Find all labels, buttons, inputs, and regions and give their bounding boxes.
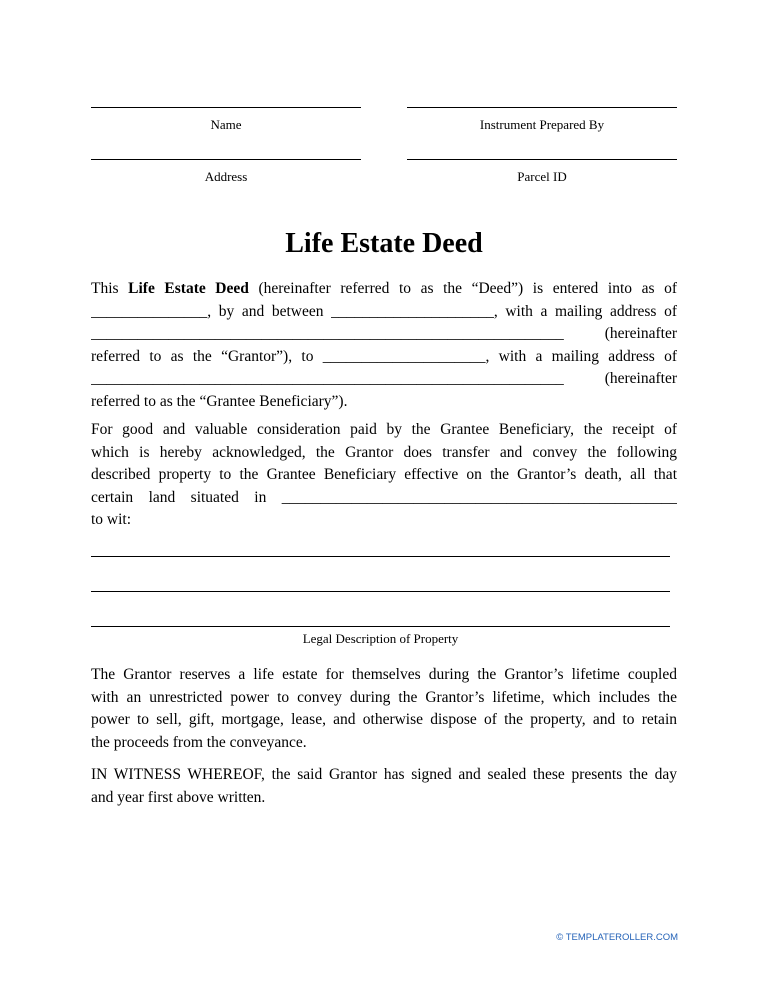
parcel-id-label: Parcel ID — [517, 169, 567, 184]
consideration-line-3: described property to the Grantee Beneficiary effective on the Grantor’s death, all that — [91, 466, 677, 484]
address-label: Address — [204, 169, 248, 184]
witness-line-1: IN WITNESS WHEREOF, the said Grantor has signed and sealed these presents the day — [91, 766, 677, 783]
intro-line-5: _____________________________________________________________ (hereinafter — [91, 370, 677, 388]
intro-text: (hereinafter referred to as the “Deed”) is entered into as of — [248, 280, 677, 297]
instrument-prepared-by-label: Instrument Prepared By — [479, 117, 605, 132]
intro-bold-text: Life Estate Deed — [128, 280, 249, 297]
consideration-line-1: For good and valuable consideration paid by the Grantee Beneficiary, the receipt of — [91, 421, 677, 438]
consideration-line-4: certain land situated in ___________________________________________________ — [91, 488, 677, 506]
instrument-prepared-by-field — [407, 107, 677, 133]
consideration-paragraph — [91, 419, 677, 532]
name-signature-line — [91, 107, 361, 108]
intro-text: This — [91, 280, 129, 297]
templateroller-copyright-link[interactable]: © TEMPLATEROLLER.COM — [556, 932, 678, 943]
intro-line-1 — [91, 278, 677, 301]
intro-line-6: referred to as the “Grantee Beneficiary”). — [91, 392, 348, 410]
legal-description-label: Legal Description of Property — [302, 631, 459, 646]
legal-description-line — [91, 626, 670, 627]
life-estate-line-4: the proceeds from the conveyance. — [91, 733, 307, 751]
legal-description-line — [91, 556, 670, 557]
witness-paragraph — [91, 764, 677, 809]
document-title: Life Estate Deed — [285, 228, 483, 259]
intro-line-3: _____________________________________________________________ (hereinafter — [91, 325, 677, 343]
legal-description-line — [91, 591, 670, 592]
address-field — [91, 159, 361, 185]
intro-paragraph — [91, 278, 677, 414]
address-line — [91, 159, 361, 160]
consideration-line-2: which is hereby acknowledged, the Grantor does transfer and convey the following — [91, 443, 677, 461]
parcel-id-field — [407, 159, 677, 185]
intro-line-4: referred to as the “Grantor”), to _____________________, with a mailing address of — [91, 347, 677, 365]
name-label: Name — [210, 117, 242, 132]
life-estate-line-2: with an unrestricted power to convey during the Grantor’s lifetime, which includes the — [91, 688, 677, 706]
name-field — [91, 107, 361, 133]
intro-line-2: _______________, by and between _____________________, with a mailing address of — [91, 302, 677, 320]
life-estate-line-3: power to sell, gift, mortgage, lease, and otherwise dispose of the property, and to retain — [91, 711, 677, 729]
life-estate-paragraph — [91, 664, 677, 754]
instrument-prepared-by-line — [407, 107, 677, 108]
life-estate-line-1: The Grantor reserves a life estate for themselves during the Grantor’s lifetime coupled — [91, 666, 677, 683]
consideration-line-5: to wit: — [91, 511, 132, 529]
witness-line-2: and year first above written. — [91, 788, 266, 806]
parcel-id-line — [407, 159, 677, 160]
